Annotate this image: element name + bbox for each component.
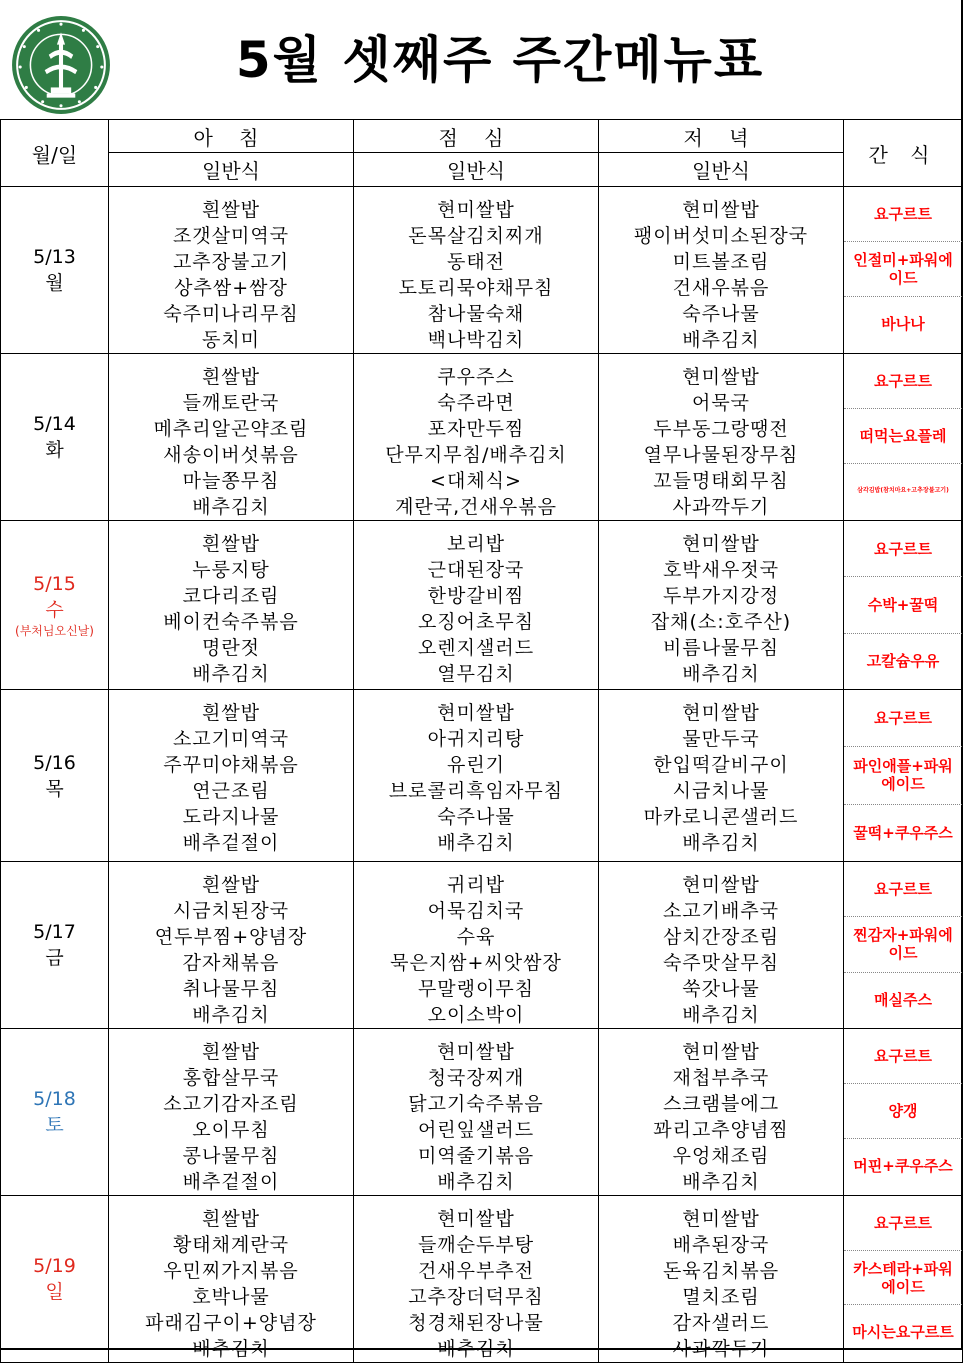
dinner-item: 꽈리고추양념찜 (653, 1119, 789, 1141)
breakfast-item: 호박나물 (192, 1286, 270, 1308)
dinner-item: 삼치간장조림 (662, 926, 780, 948)
lunch-item: 닭고기숙주볶음 (408, 1093, 544, 1115)
date-column-header: 월/일 (1, 120, 109, 187)
lunch-item: 오징어초무침 (417, 611, 535, 633)
lunch-item: 아귀지리탕 (427, 728, 525, 750)
dinner-item: 멸치조림 (682, 1286, 760, 1308)
snack-cell (844, 521, 963, 690)
lunch-item: 계란국,건새우볶음 (395, 496, 557, 518)
day-row (1, 1029, 963, 1196)
date-cell (1, 187, 109, 354)
breakfast-item: 배추김치 (192, 663, 270, 685)
lunch-header: 점 심 (354, 120, 599, 153)
lunch-item: 한방갈비찜 (427, 585, 525, 607)
lunch-item: 묵은지쌈+씨앗쌈장 (390, 952, 562, 974)
dinner-item: 물만두국 (682, 728, 760, 750)
lunch-item: 참나물숙채 (427, 303, 525, 325)
snack-item: 머핀+쿠우주스 (853, 1157, 953, 1175)
lunch-item: 수육 (456, 926, 496, 948)
breakfast-item: 새송이버섯볶음 (163, 444, 299, 466)
lunch-item: 어묵김치국 (427, 900, 525, 922)
breakfast-item: 파래김구이+양념장 (145, 1312, 317, 1334)
lunch-item: 쿠우주스 (437, 366, 515, 388)
breakfast-item: 흰쌀밥 (201, 1208, 261, 1230)
snack-item: 파인애플+파워에이드 (844, 747, 962, 804)
snack-item: 양갱 (844, 1084, 962, 1139)
snack-item: 요구르트 (844, 1196, 962, 1251)
breakfast-cell (109, 354, 354, 521)
lunch-item: 어린잎샐러드 (417, 1119, 535, 1141)
breakfast-item: 시금치된장국 (172, 900, 290, 922)
lunch-item: 유린기 (446, 754, 506, 776)
dinner-item: 배추김치 (682, 1004, 760, 1026)
day-row (1, 862, 963, 1029)
dinner-item: 감자샐러드 (672, 1312, 770, 1334)
lunch-cell (354, 690, 599, 862)
date-cell (1, 354, 109, 521)
lunch-item: 열무김치 (437, 663, 515, 685)
date-cell (1, 862, 109, 1029)
breakfast-item: 메추리알곤약조림 (153, 418, 309, 440)
breakfast-item: 고추장불고기 (172, 251, 290, 273)
dinner-item: 마카로니콘샐러드 (643, 806, 799, 828)
breakfast-item: 배추김치 (192, 496, 270, 518)
lunch-item: 현미쌀밥 (437, 1041, 515, 1063)
lunch-item: 근대된장국 (427, 559, 525, 581)
snack-item: 인절미+파워에이드 (844, 242, 962, 297)
lunch-item: 청경채된장나물 (408, 1312, 544, 1334)
dinner-item: 스크램블에그 (662, 1093, 780, 1115)
snack-item: 떠먹는요플레 (844, 409, 962, 464)
header (0, 0, 963, 118)
date-cell (1, 1029, 109, 1196)
dinner-item: 호박새우젓국 (662, 559, 780, 581)
snack-item: 매실주스 (874, 990, 932, 1009)
dinner-item: 배추김치 (682, 663, 760, 685)
lunch-item: 동태전 (446, 251, 506, 273)
date-label: 5/15 (33, 573, 76, 595)
lunch-item: 배추김치 (437, 832, 515, 854)
breakfast-item: 황태채계란국 (172, 1234, 290, 1256)
breakfast-item: 콩나물무침 (182, 1145, 280, 1167)
lunch-item: 오렌지샐러드 (417, 637, 535, 659)
weekday-label: 일 (45, 1281, 64, 1303)
dinner-cell (599, 1029, 844, 1196)
dinner-item: 배추된장국 (672, 1234, 770, 1256)
dinner-item: 현미쌀밥 (682, 533, 760, 555)
snack-column-header: 간 식 (844, 120, 963, 187)
lunch-subheader: 일반식 (354, 153, 599, 187)
dinner-header: 저 녁 (599, 120, 844, 153)
dinner-item: 건새우볶음 (672, 277, 770, 299)
lunch-item: 현미쌀밥 (437, 199, 515, 221)
lunch-item: 숙주나물 (437, 806, 515, 828)
lunch-item: 배추김치 (437, 1338, 515, 1360)
dinner-item: 숙주맛살무침 (662, 952, 780, 974)
lunch-item: 배추김치 (437, 1171, 515, 1193)
breakfast-item: 취나물무침 (182, 978, 280, 1000)
day-row (1, 1196, 963, 1363)
dinner-item: 현미쌀밥 (682, 1041, 760, 1063)
snack-item: 요구르트 (844, 862, 962, 917)
lunch-item: 청국장찌개 (427, 1067, 525, 1089)
dinner-cell (599, 1196, 844, 1363)
lunch-cell (354, 862, 599, 1029)
lunch-item: <대체식> (430, 470, 522, 492)
breakfast-item: 조갯살미역국 (172, 225, 290, 247)
dinner-item: 미트볼조림 (672, 251, 770, 273)
dinner-item: 두부동그랑땡전 (653, 418, 789, 440)
dinner-item: 열무나물된장무침 (643, 444, 799, 466)
breakfast-cell (109, 1029, 354, 1196)
menu-table (0, 119, 963, 1363)
breakfast-item: 연두부찜+양념장 (154, 926, 308, 948)
dinner-item: 사과깍두기 (672, 496, 770, 518)
lunch-item: 들깨순두부탕 (417, 1234, 535, 1256)
weekday-label: 화 (45, 439, 64, 461)
dinner-item: 두부가지강정 (662, 585, 780, 607)
lunch-item: 보리밥 (446, 533, 506, 555)
lunch-item: 오이소박이 (427, 1004, 525, 1026)
snack-cell (844, 862, 963, 1029)
breakfast-item: 배추겉절이 (182, 1171, 280, 1193)
breakfast-item: 배추겉절이 (182, 832, 280, 854)
breakfast-item: 주꾸미야채볶음 (163, 754, 299, 776)
dinner-item: 배추김치 (682, 832, 760, 854)
date-cell (1, 690, 109, 862)
snack-item: 요구르트 (844, 1029, 962, 1084)
breakfast-item: 흰쌀밥 (201, 199, 261, 221)
emblem-logo (10, 14, 112, 116)
dinner-item: 현미쌀밥 (682, 874, 760, 896)
lunch-item: 숙주라면 (437, 392, 515, 414)
dinner-item: 현미쌀밥 (682, 1208, 760, 1230)
date-label: 5/14 (33, 413, 76, 435)
breakfast-item: 오이무침 (192, 1119, 270, 1141)
snack-item: 요구르트 (844, 187, 962, 242)
lunch-item: 현미쌀밥 (437, 702, 515, 724)
holiday-label: (부처님오신날) (15, 624, 94, 638)
snack-item: 카스테라+파워에이드 (844, 1251, 962, 1306)
breakfast-item: 마늘쫑무침 (182, 470, 280, 492)
breakfast-cell (109, 1196, 354, 1363)
snack-item: 마시는요구르트 (852, 1323, 954, 1342)
dinner-item: 한입떡갈비구이 (653, 754, 789, 776)
dinner-item: 쑥갓나물 (682, 978, 760, 1000)
breakfast-item: 배추김치 (192, 1338, 270, 1360)
dinner-item: 재첩부추국 (672, 1067, 770, 1089)
lunch-item: 귀리밥 (446, 874, 506, 896)
snack-cell (844, 187, 963, 354)
snack-item: 삼각김밥(참치마요+고추장불고기) (857, 487, 949, 494)
snack-item: 꿀떡+쿠우주스 (853, 823, 953, 842)
dinner-item: 비름나물무침 (662, 637, 780, 659)
breakfast-item: 명란젓 (201, 637, 261, 659)
lunch-cell (354, 354, 599, 521)
dinner-item: 현미쌀밥 (682, 702, 760, 724)
breakfast-item: 흰쌀밥 (201, 366, 261, 388)
lunch-item: 브로콜리흑임자무침 (388, 780, 564, 802)
date-label: 5/18 (33, 1088, 76, 1110)
weekday-label: 월 (45, 272, 64, 294)
snack-item: 요구르트 (844, 521, 962, 577)
lunch-item: 단무지무침/배추김치 (385, 444, 567, 466)
breakfast-item: 소고기미역국 (172, 728, 290, 750)
breakfast-item: 누룽지탕 (192, 559, 270, 581)
lunch-item: 고추장더덕무침 (408, 1286, 544, 1308)
dinner-item: 우엉채조림 (672, 1145, 770, 1167)
snack-cell (844, 690, 963, 862)
breakfast-subheader: 일반식 (109, 153, 354, 187)
dinner-item: 돈육김치볶음 (662, 1260, 780, 1282)
lunch-item: 포자만두찜 (427, 418, 525, 440)
dinner-cell (599, 354, 844, 521)
breakfast-item: 흰쌀밥 (201, 1041, 261, 1063)
dinner-item: 소고기배추국 (662, 900, 780, 922)
breakfast-cell (109, 862, 354, 1029)
breakfast-item: 흰쌀밥 (201, 533, 261, 555)
breakfast-item: 도라지나물 (182, 806, 280, 828)
date-cell (1, 1196, 109, 1363)
lunch-cell (354, 521, 599, 690)
breakfast-item: 흰쌀밥 (201, 702, 261, 724)
lunch-item: 무말랭이무침 (417, 978, 535, 1000)
dinner-item: 어묵국 (691, 392, 751, 414)
weekday-label: 토 (45, 1114, 64, 1136)
snack-cell (844, 1196, 963, 1363)
dinner-item: 사과깍두기 (672, 1338, 770, 1360)
weekday-label: 목 (45, 777, 64, 800)
breakfast-item: 숙주미나리무침 (163, 303, 299, 325)
dinner-item: 현미쌀밥 (682, 199, 760, 221)
dinner-cell (599, 521, 844, 690)
dinner-cell (599, 862, 844, 1029)
breakfast-header: 아 침 (109, 120, 354, 153)
dinner-item: 잡채(소:호주산) (650, 611, 792, 633)
lunch-item: 돈목살김치찌개 (408, 225, 544, 247)
snack-item: 요구르트 (844, 354, 962, 409)
date-label: 5/13 (33, 246, 76, 268)
date-label: 5/17 (33, 921, 76, 943)
dinner-item: 현미쌀밥 (682, 366, 760, 388)
page-title: 5월 셋째주 주간메뉴표 (235, 31, 765, 89)
day-row (1, 521, 963, 690)
breakfast-cell (109, 690, 354, 862)
breakfast-item: 홍합살무국 (182, 1067, 280, 1089)
breakfast-cell (109, 521, 354, 690)
weekday-label: 금 (45, 947, 64, 969)
lunch-item: 도토리묵야채무침 (398, 277, 554, 299)
date-label: 5/19 (33, 1255, 76, 1277)
lunch-item: 현미쌀밥 (437, 1208, 515, 1230)
breakfast-item: 들깨토란국 (182, 392, 280, 414)
dinner-item: 꼬들명태회무침 (653, 470, 789, 492)
snack-item: 찐감자+파워에이드 (844, 917, 962, 972)
snack-item: 수박+꿀떡 (844, 577, 962, 633)
snack-item: 고칼슘우유 (866, 652, 940, 671)
snack-cell (844, 354, 963, 521)
lunch-cell (354, 187, 599, 354)
breakfast-item: 우민찌가지볶음 (163, 1260, 299, 1282)
snack-item: 바나나 (881, 315, 925, 333)
dinner-item: 시금치나물 (672, 780, 770, 802)
breakfast-item: 연근조림 (192, 780, 270, 802)
breakfast-item: 흰쌀밥 (201, 874, 261, 896)
breakfast-item: 배추김치 (192, 1004, 270, 1026)
lunch-item: 미역줄기볶음 (417, 1145, 535, 1167)
breakfast-item: 감자채볶음 (182, 952, 280, 974)
lunch-cell (354, 1029, 599, 1196)
day-row (1, 187, 963, 354)
breakfast-item: 상추쌈+쌈장 (174, 277, 288, 299)
weekday-label: 수 (45, 599, 64, 621)
breakfast-cell (109, 187, 354, 354)
breakfast-item: 베이컨숙주볶음 (163, 611, 299, 633)
breakfast-item: 코다리조림 (182, 585, 280, 607)
dinner-item: 팽이버섯미소된장국 (633, 225, 809, 247)
day-row (1, 354, 963, 521)
dinner-subheader: 일반식 (599, 153, 844, 187)
dinner-cell (599, 187, 844, 354)
dinner-cell (599, 690, 844, 862)
date-label: 5/16 (33, 751, 76, 774)
dinner-item: 숙주나물 (682, 303, 760, 325)
dinner-item: 배추김치 (682, 1171, 760, 1193)
lunch-cell (354, 1196, 599, 1363)
snack-item: 요구르트 (844, 690, 962, 747)
dinner-item: 배추김치 (682, 329, 760, 351)
lunch-item: 건새우부추전 (417, 1260, 535, 1282)
snack-cell (844, 1029, 963, 1196)
date-cell (1, 521, 109, 690)
lunch-item: 백나박김치 (427, 329, 525, 351)
breakfast-item: 소고기감자조림 (163, 1093, 299, 1115)
day-row (1, 690, 963, 862)
breakfast-item: 동치미 (201, 329, 261, 351)
